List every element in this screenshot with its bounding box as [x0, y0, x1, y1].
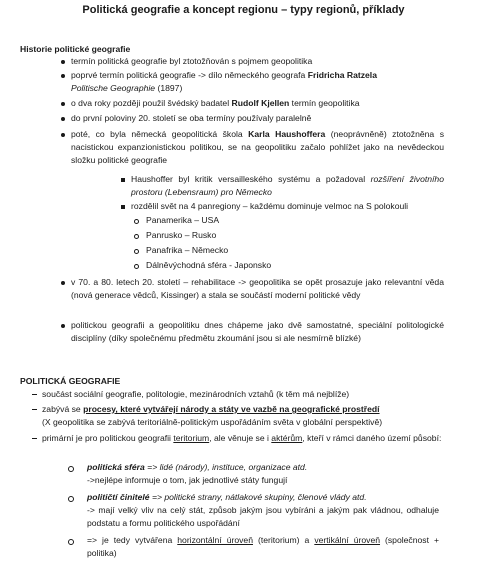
bullet-dash — [32, 438, 37, 439]
bullet-dot — [61, 324, 65, 328]
polgeo-sub-2 — [87, 491, 439, 530]
polgeo-sub-3 — [87, 534, 439, 560]
bullet-dot — [61, 117, 65, 121]
item-text: do první poloviny 20. století se oba termíny používaly paralelně — [71, 113, 312, 123]
history-item-6: v 70. a 80. letech 20. století – rehabilitace -> geopolitika se opět prosazuje jako relevantní věda (nová generace vědců, Kissinger) a stala se součástí moderní politické vědy — [71, 277, 444, 300]
history-item-3 — [71, 97, 444, 110]
bullet-dot — [61, 74, 65, 78]
history-sub-1 — [131, 173, 444, 199]
kjellen-name: Rudolf Kjellen — [231, 98, 290, 108]
item-text: => je tedy vytvářena — [87, 535, 178, 545]
history-item-5 — [71, 128, 444, 167]
item-text: , ale věnuje se i — [209, 433, 272, 443]
item-text: termín politická geografie byl ztotožňován s pojmem geopolitika — [71, 56, 313, 66]
bullet-circle — [134, 219, 139, 224]
item-text: (teritorium) a — [252, 535, 315, 545]
page-title: Politická geografie a koncept regionu – typy regionů, příklady — [82, 4, 405, 16]
item-text: (X geopolitika se zabývá teritoriálně-politickým uspořádáním světa v globální perspektivě) — [42, 417, 383, 427]
history-item-4 — [71, 112, 444, 125]
lebensraum-text: rozšíření životního prostoru (Lebensraum) pro Německo — [131, 174, 444, 197]
history-item-2 — [71, 69, 444, 95]
item-text: Haushoffer byl kritik versailleského systému a požadoval — [131, 174, 371, 184]
processes-text: procesy, které vytvářejí národy a státy ve vazbě na geografické prostředí — [83, 404, 380, 414]
actors-text: aktérům — [271, 433, 303, 443]
polgeo-item-3 — [42, 432, 444, 445]
history-item-1 — [71, 55, 444, 68]
political-sphere-term: politická sféra — [87, 462, 145, 472]
item-text: => lidé (národy), instituce, organizace atd. — [144, 462, 308, 472]
history-sub-2 — [131, 200, 444, 213]
item-text: rozdělil svět na 4 panregiony – každému dominuje velmoc na S polokouli — [131, 201, 409, 211]
item-text: => politické strany, nátlakové skupiny, členové vlády atd. — [149, 492, 367, 502]
bullet-o — [68, 539, 74, 545]
bullet-o — [68, 466, 74, 472]
bullet-dot — [61, 281, 65, 285]
item-text: (společnost + politika) — [87, 535, 439, 558]
bullet-dot — [61, 60, 65, 64]
bullet-circle — [134, 234, 139, 239]
history-item-7: politickou geografii a geopolitiku dnes chápeme jako dvě samostatné, speciální politologické disciplíny (díky společnému předmětu zkoumání jsou si ale nesmírně blízké) — [71, 320, 444, 343]
item-text: o dva roky později použil švédský badatel — [71, 98, 232, 108]
book-title: Politische Geographie — [71, 83, 156, 93]
horizontal-level-text: horizontální úroveň — [177, 535, 253, 545]
polgeo-heading: POLITICKÁ GEOGRAFIE — [20, 376, 121, 386]
bullet-o — [68, 496, 74, 502]
item-text: -> mají velký vliv na celý stát, způsob jakým jsou vybíráni a jakým pak vládnou, odhaluje podstatu a formu politického uspořádání — [87, 505, 439, 528]
item-text: poprvé termín politická geografie -> dílo německého geografa — [71, 70, 308, 80]
region-item: Dálněvýchodná sféra - Japonsko — [146, 260, 272, 270]
region-item: Panamerika – USA — [146, 215, 220, 225]
item-text: (neoprávněně) ztotožněna s nacistickou expanzionistickou politikou, se na geopolitiku začalo pohlížet jako na nevědeckou složku politické geografie — [71, 129, 444, 165]
bullet-dot — [61, 133, 65, 137]
item-text: primární je pro politickou geografii — [42, 433, 174, 443]
item-text: poté, co byla německá geopolitická škola — [71, 129, 249, 139]
territory-text: teritorium — [173, 433, 210, 443]
ratzel-name: Fridricha Ratzela — [307, 70, 377, 80]
bullet-dash — [32, 409, 37, 410]
bullet-square — [121, 205, 125, 209]
bullet-dot — [61, 102, 65, 106]
bullet-dash — [32, 394, 37, 395]
history-heading: Historie politické geografie — [20, 44, 131, 54]
bullet-circle — [134, 249, 139, 254]
item-text: (1897) — [155, 83, 183, 93]
bullet-circle — [134, 264, 139, 269]
item-text: zabývá se — [42, 404, 84, 414]
polgeo-sub-1 — [87, 461, 439, 487]
vertical-level-text: vertikální úroveň — [314, 535, 381, 545]
region-item: Panrusko – Rusko — [146, 230, 217, 240]
item-text: , kteří v rámci daného území působí: — [302, 433, 442, 443]
item-text: ->nejlépe informuje o tom, jak jednotlivé státy fungují — [87, 475, 288, 485]
haushoffer-name: Karla Haushoffera — [248, 129, 326, 139]
region-item: Panafrika – Německo — [146, 245, 229, 255]
polgeo-item-2 — [42, 403, 444, 429]
bullet-square — [121, 178, 125, 182]
polgeo-item-1: součást sociální geografie, politologie, mezinárodních vztahů (k těm má nejblíže) — [42, 389, 350, 399]
item-text: termín geopolitika — [289, 98, 360, 108]
political-actors-term: političtí činitelé — [87, 492, 150, 502]
